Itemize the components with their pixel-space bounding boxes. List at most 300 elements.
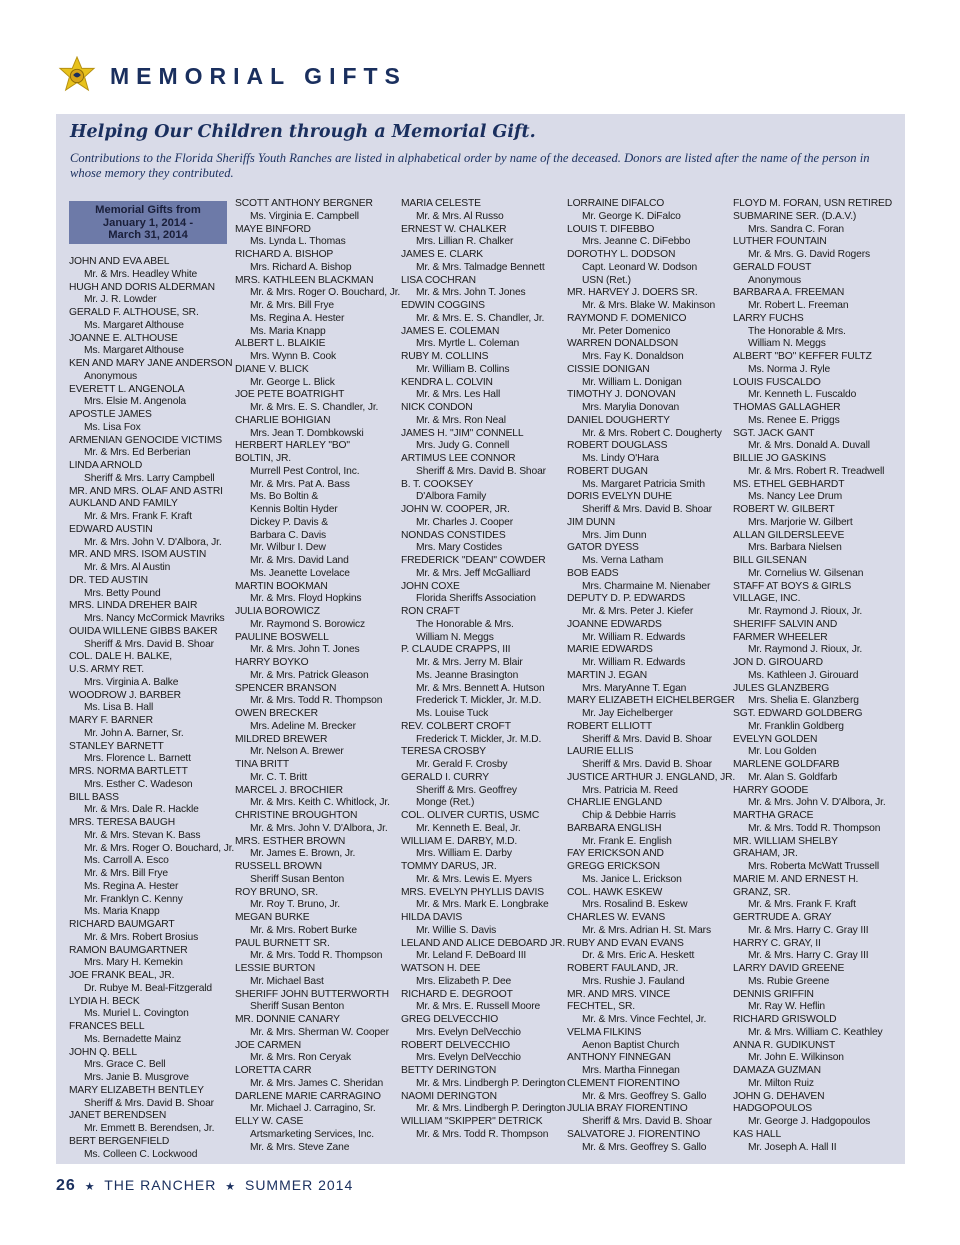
donor-name: Mr. & Mrs. E. Russell Moore (416, 1001, 541, 1013)
donor-name: Mr. George L. Blick (250, 376, 335, 388)
donor-name: Ms. Lynda L. Thomas (250, 236, 346, 248)
honoree-name: ALLAN GILDERSLEEVE (733, 529, 845, 541)
honoree-name: JANET BERENDSEN (69, 1110, 167, 1122)
donor-name: Mr. & Mrs. Talmadge Bennett (416, 261, 545, 273)
honoree-name: RAYMOND F. DOMENICO (567, 312, 687, 324)
donor-name: Mrs. Judy G. Connell (416, 440, 510, 452)
honoree-name: MARY F. BARNER (69, 715, 153, 726)
honoree-name: B. T. COOKSEY (401, 478, 474, 490)
donor-name: Florida Sheriffs Association (416, 593, 536, 605)
honoree-name: JAMES E. COLEMAN (401, 325, 500, 337)
donor-name: Ms. Carroll A. Esco (84, 855, 169, 867)
honoree-name: MRS. KATHLEEN BLACKMAN (235, 274, 374, 286)
honoree-name: MRS. LINDA DREHER BAIR (69, 600, 198, 612)
honoree-name: RICHARD GRISWOLD (733, 1014, 837, 1025)
donor-name: Mr. Kenneth L. Fuscaldo (748, 389, 857, 401)
donor-name: Mr. & Mrs. Peter J. Kiefer (582, 606, 694, 617)
donor-name: Mrs. Wynn B. Cook (250, 351, 337, 362)
honoree-name: JOANNE E. ALTHOUSE (69, 332, 178, 344)
donor-name: Mr. John A. Barner, Sr. (84, 727, 184, 739)
honoree-name: LAURIE ELLIS (567, 746, 634, 758)
honoree-name: SALVATORE J. FIORENTINO (567, 1128, 701, 1140)
donor-name: Ms. Margaret Althouse (84, 345, 184, 357)
donor-name: Mr. William L. Donigan (582, 376, 682, 388)
honoree-name: KENDRA L. COLVIN (401, 376, 493, 388)
honoree-name: BOB EADS (567, 567, 619, 579)
donor-name: Mr. & Mrs. E. S. Chandler, Jr. (416, 312, 545, 324)
honoree-name: JON D. GIROUARD (733, 657, 823, 668)
honoree-name: RUSSELL BROWN (235, 861, 322, 872)
honoree-name: LESSIE BURTON (235, 963, 316, 974)
honoree-name: OUIDA WILLENE GIBBS BAKER (69, 625, 218, 637)
honoree-name: REV. COLBERT CROFT (401, 720, 511, 732)
honoree-name: GREGG ERICKSON (567, 861, 660, 872)
donor-name: Mr. & Mrs. Headley White (84, 268, 198, 280)
donor-name: Mr. & Mrs. E. S. Chandler, Jr. (250, 402, 379, 413)
donor-name: Mr. & Mrs. Mark E. Longbrake (416, 899, 549, 911)
donor-name: Mr. & Mrs. John V. D'Albora, Jr. (748, 797, 886, 809)
donor-name: Murrell Pest Control, Inc. (250, 465, 360, 477)
honoree-name: MARIE M. AND ERNEST H. (733, 873, 859, 885)
honoree-name: GRAHAM, JR. (733, 848, 798, 860)
honoree-name: GREG DELVECCHIO (401, 1014, 499, 1025)
honoree-name: GERALD I. CURRY (401, 771, 489, 783)
honoree-name: ROBERT DOUGLASS (567, 440, 668, 452)
donor-name: Mr. & Mrs. Ron Neal (416, 414, 506, 426)
honoree-name: SGT. EDWARD GOLDBERG (733, 708, 863, 719)
honoree-name: MRS. ESTHER BROWN (235, 835, 346, 847)
donor-name: Frederick T. Mickler, Jr. M.D. (416, 733, 542, 745)
donor-name: Ms. Jeanne Brasington (416, 669, 519, 681)
honoree-name: THOMAS GALLAGHER (733, 402, 841, 413)
donor-name: Mrs. Fay K. Donaldson (582, 351, 684, 362)
honoree-name: MARTIN J. EGAN (567, 669, 648, 681)
donor-name: Ms. Norma J. Ryle (748, 363, 831, 375)
honoree-name: RON CRAFT (401, 606, 460, 617)
star-separator-icon: ★ (225, 1181, 237, 1193)
donor-name: Mrs. Martha Finnegan (582, 1065, 680, 1076)
donor-name: Mr. & Mrs. Al Austin (84, 562, 171, 573)
donor-name: Sheriff & Mrs. Geoffrey (416, 784, 517, 796)
honoree-name: ROY BRUNO, SR. (235, 886, 318, 898)
donor-name: Mr. & Mrs. Lindbergh P. Derington (416, 1077, 566, 1089)
donor-name: Mr. Alan S. Goldfarb (748, 771, 838, 783)
honoree-name: NICK CONDON (401, 402, 473, 413)
honoree-name: WILLIAM E. DARBY, M.D. (401, 835, 518, 847)
donor-name: Mrs. Barbara Nielsen (748, 542, 842, 554)
honoree-name: BILLIE JO GASKINS (733, 453, 827, 464)
honoree-name: MARY ELIZABETH BENTLEY (69, 1084, 204, 1096)
donor-name: Mr. Roy T. Bruno, Jr. (250, 899, 340, 911)
honoree-name: EVELYN GOLDEN (733, 733, 818, 745)
donor-name: Mr. & Mrs. Sherman W. Cooper (250, 1026, 389, 1038)
donor-name: Anonymous (748, 274, 802, 286)
donor-name: Mr. & Mrs. James C. Sheridan (250, 1077, 384, 1089)
honoree-name: GERALD FOUST (733, 261, 812, 273)
donor-name: Mr. & Mrs. Floyd Hopkins (250, 593, 362, 605)
honoree-name: DAMAZA GUZMAN (733, 1065, 821, 1076)
honoree-name: MR. HARVEY J. DOERS SR. (567, 287, 698, 299)
donor-name: Mrs. Mary Costides (416, 542, 502, 554)
honoree-name: MARIE EDWARDS (567, 644, 653, 656)
donor-name: Mr. & Mrs. Roger O. Bouchard, Jr. (84, 842, 235, 854)
donor-name: Frederick T. Mickler, Jr. M.D. (416, 695, 542, 707)
donor-name: Sheriff & Mrs. David B. Shoar (582, 733, 712, 745)
honoree-name: GATOR DYESS (567, 542, 639, 554)
honoree-name: WATSON H. DEE (401, 963, 481, 974)
honoree-name: FRANCES BELL (69, 1021, 145, 1032)
donor-name: Mr. & Mrs. Pat A. Bass (250, 478, 350, 490)
honoree-name: BILL BASS (69, 791, 119, 803)
donor-name: The Honorable & Mrs. (416, 618, 514, 630)
donor-name: Mr. Gerald F. Crosby (416, 759, 508, 770)
honoree-name: SGT. JACK GANT (733, 427, 815, 439)
donor-name: Barbara C. Davis (250, 529, 326, 541)
honoree-name: WARREN DONALDSON (567, 338, 679, 350)
donor-name: Mr. & Mrs. Lindbergh P. Derington (416, 1103, 566, 1115)
donor-name: Mrs. Roberta McWatt Trussell (748, 861, 880, 872)
honoree-name: FREDERICK "DEAN" COWDER (401, 555, 546, 566)
donor-name: Ms. Colleen C. Lockwood (84, 1148, 198, 1160)
honoree-name: STANLEY BARNETT (69, 740, 164, 752)
donor-name: Mrs. Evelyn DelVecchio (416, 1052, 521, 1064)
honoree-name: CLEMENT FIORENTINO (567, 1077, 680, 1089)
honoree-name: CHRISTINE BROUGHTON (235, 810, 358, 821)
donor-name: Mr. Kenneth E. Beal, Jr. (416, 822, 521, 834)
donor-name: Mr. & Mrs. Patrick Gleason (250, 669, 369, 681)
honoree-name: ARTIMUS LEE CONNOR (401, 453, 516, 464)
donor-name: Ms. Louise Tuck (416, 708, 489, 719)
donor-name: Mr. & Mrs. Al Russo (416, 210, 504, 222)
donor-name: Mr. & Mrs. Robert Brosius (84, 931, 199, 943)
donor-name: Mr. & Mrs. Todd R. Thompson (250, 695, 383, 707)
donor-name: Mr. Franklyn C. Kenny (84, 893, 183, 905)
honoree-name: MILDRED BREWER (235, 733, 328, 745)
honoree-name: LOUIS T. DIFEBBO (567, 223, 655, 235)
honoree-name: SHERIFF JOHN BUTTERWORTH (235, 988, 389, 1000)
honoree-name: MARTHA GRACE (733, 810, 814, 821)
date-box-line: March 31, 2014 (108, 229, 188, 242)
honoree-name: WILLIAM "SKIPPER" DETRICK (401, 1116, 543, 1127)
donor-name: Mr. George J. Hadgopoulos (748, 1116, 871, 1127)
donor-name: Mr. Raymond S. Borowicz (250, 618, 365, 630)
column-3 (401, 198, 566, 1142)
honoree-name: DANIEL DOUGHERTY (567, 414, 670, 426)
honoree-name: FAY ERICKSON AND (567, 848, 664, 860)
column-1 (69, 256, 235, 1161)
honoree-name: PAULINE BOSWELL (235, 631, 329, 643)
donor-name: Mr. & Mrs. Adrian H. St. Mars (582, 924, 711, 936)
panel-title: Helping Our Children through a Memorial Gift. (70, 122, 536, 142)
honoree-name: TINA BRITT (235, 759, 289, 770)
honoree-name: EVERETT L. ANGENOLA (69, 383, 185, 395)
honoree-name: JOHN Q. BELL (69, 1046, 138, 1058)
donor-name: Capt. Leonard W. Dodson (582, 261, 698, 273)
honoree-name: BARBARA A. FREEMAN (733, 287, 845, 299)
donor-name: Mrs. Elsie M. Angenola (84, 396, 187, 408)
honoree-name: MAYE BINFORD (235, 223, 311, 235)
honoree-name: GERTRUDE A. GRAY (733, 912, 832, 923)
honoree-name: JULES GLANZBERG (733, 682, 830, 694)
donor-name: Dr. & Mrs. Eric A. Heskett (582, 950, 695, 962)
honoree-name: JIM DUNN (567, 516, 615, 528)
donor-name: Mr. Michael J. Carragino, Sr. (250, 1103, 376, 1115)
donor-name: Ms. Margaret Patricia Smith (582, 478, 705, 490)
donor-name: Mr. & Mrs. Todd R. Thompson (250, 950, 383, 962)
donor-name: The Honorable & Mrs. (748, 325, 846, 337)
donor-name: Mr. & Mrs. Vince Fechtel, Jr. (582, 1014, 707, 1025)
donor-name: Mrs. Rushie J. Fauland (582, 975, 685, 987)
honoree-name: GERALD F. ALTHOUSE, SR. (69, 307, 199, 318)
donor-name: Ms. Regina A. Hester (250, 312, 345, 324)
donor-name: Mr. Nelson A. Brewer (250, 746, 344, 758)
donor-name: Ms. Lisa B. Hall (84, 702, 154, 714)
honoree-name: AUKLAND AND FAMILY (69, 498, 178, 510)
honoree-name: HARRY BOYKO (235, 657, 309, 668)
donor-name: Mr. & Mrs. Jerry M. Blair (416, 657, 523, 668)
honoree-name: RUBY AND EVAN EVANS (567, 937, 684, 949)
donor-name: Mrs. Myrtle L. Coleman (416, 338, 520, 350)
donor-name: Mr. & Mrs. Ron Ceryak (250, 1052, 351, 1064)
donor-name: Mr. & Mrs. Lewis E. Myers (416, 873, 532, 885)
donor-name: Mr. & Mrs. Jeff McGalliard (416, 567, 531, 579)
date-box-line: January 1, 2014 - (102, 216, 194, 229)
donor-name: Mr. & Mrs. Roger O. Bouchard, Jr. (250, 287, 401, 299)
donor-name: Mr. Willie S. Davis (416, 924, 497, 936)
donor-name: Mr. & Mrs. Geoffrey S. Gallo (582, 1141, 707, 1153)
donor-name: Dickey P. Davis & (250, 516, 328, 528)
donor-name: Mr. Wilbur I. Dew (250, 542, 326, 554)
honoree-name: DOROTHY L. DODSON (567, 249, 676, 260)
donor-name: Ms. Muriel L. Covington (84, 1008, 189, 1020)
donor-name: Mr. Emmett B. Berendsen, Jr. (84, 1123, 215, 1134)
honoree-name: SHERIFF SALVIN AND (733, 618, 838, 630)
sheriff-star-icon (58, 56, 96, 94)
honoree-name: RICHARD E. DEGROOT (401, 988, 513, 1000)
donor-name: Mrs. Jim Dunn (582, 529, 647, 541)
donor-name: Mrs. Elizabeth P. Dee (416, 975, 512, 987)
donor-name: Mr. William R. Edwards (582, 631, 686, 643)
page-header (58, 56, 918, 96)
donor-name: Mr. C. T. Britt (250, 771, 308, 783)
donor-name: Sheriff Susan Benton (250, 873, 345, 885)
honoree-name: CHARLES W. EVANS (567, 912, 666, 923)
honoree-name: JOHN AND EVA ABEL (69, 256, 170, 267)
donor-name: Ms. Janice L. Erickson (582, 873, 682, 885)
column-5 (733, 198, 895, 1154)
donor-name: Ms. Jeanette Lovelace (250, 567, 350, 579)
panel-subtitle: Contributions to the Florida Sheriffs Youth Ranches are listed in alphabetical order by name of the deceased. Donors are listed after the name of the person in whose memory they contributed. (70, 151, 870, 180)
honoree-name: FARMER WHEELER (733, 631, 828, 643)
donor-name: Ms. Virginia E. Campbell (250, 210, 359, 222)
honoree-name: ARMENIAN GENOCIDE VICTIMS (69, 434, 223, 446)
issue-date: SUMMER 2014 (244, 1177, 354, 1193)
donor-name: USN (Ret.) (582, 274, 631, 286)
donor-name: Ms. Nancy Lee Drum (748, 491, 843, 503)
memorial-gifts-panel (56, 114, 905, 1164)
honoree-name: WOODROW J. BARBER (69, 689, 181, 701)
honoree-name: PAUL BURNETT SR. (235, 937, 330, 949)
honoree-name: DARLENE MARIE CARRAGINO (235, 1090, 381, 1102)
honoree-name: HUGH AND DORIS ALDERMAN (69, 281, 215, 293)
honoree-name: ROBERT W. GILBERT (733, 504, 835, 515)
donor-name: Mrs. Betty Pound (84, 587, 161, 599)
donor-name: Mr. Milton Ruiz (748, 1077, 814, 1089)
donor-name: Mr. & Mrs. Todd R. Thompson (748, 822, 881, 834)
honoree-name: MR. DONNIE CANARY (235, 1014, 340, 1025)
honoree-name: LORETTA CARR (235, 1065, 312, 1076)
donor-name: Mr. J. R. Lowder (84, 294, 157, 306)
donor-name: Mr. & Mrs. John V. D'Albora, Jr. (84, 536, 222, 548)
honoree-name: LUTHER FOUNTAIN (733, 236, 827, 248)
donor-name: Mr. & Mrs. Bill Frye (250, 300, 334, 311)
honoree-name: DENNIS GRIFFIN (733, 988, 814, 1000)
donor-name: Mrs. Marylia Donovan (582, 402, 680, 413)
donor-name: Sheriff Susan Benton (250, 1001, 345, 1013)
donor-name: Mr. & Mrs. Todd R. Thompson (416, 1128, 549, 1140)
honoree-name: MARTIN BOOKMAN (235, 580, 328, 592)
date-box-line: Memorial Gifts from (95, 204, 201, 216)
donor-name: Mr. Jay Eichelberger (582, 708, 673, 719)
honoree-name: HARRY GOODE (733, 784, 809, 796)
donor-name: Mr. Ray W. Heflin (748, 1001, 825, 1013)
honoree-name: HILDA DAVIS (401, 912, 463, 923)
honoree-name: RUBY M. COLLINS (401, 351, 489, 362)
honoree-name: MR. WILLIAM SHELBY (733, 835, 838, 847)
donor-name: Mr. & Mrs. Stevan K. Bass (84, 829, 201, 841)
donor-name: Ms. Kathleen J. Girouard (748, 669, 859, 681)
honoree-name: ANTHONY FINNEGAN (567, 1052, 671, 1064)
donor-name: Mr. & Mrs. Les Hall (416, 389, 501, 401)
donor-name: Mr. & Mrs. John T. Jones (416, 287, 526, 299)
donor-name: Ms. Verna Latham (582, 555, 664, 566)
donor-name: Chip & Debbie Harris (582, 810, 676, 821)
honoree-name: JAMES E. CLARK (401, 249, 484, 260)
donor-name: Ms. Rubie Greene (748, 975, 830, 987)
donor-name: Mr. & Mrs. Keith C. Whitlock, Jr. (250, 797, 390, 809)
honoree-name: OWEN BRECKER (235, 708, 318, 719)
honoree-name: HADGOPOULOS (733, 1103, 813, 1115)
honoree-name: HARRY C. GRAY, II (733, 937, 821, 949)
honoree-name: JOE CARMEN (235, 1039, 302, 1051)
donor-name: Mr. Peter Domenico (582, 325, 671, 337)
donor-name: Ms. Maria Knapp (84, 906, 160, 918)
donor-name: Mr. & Mrs. Blake W. Makinson (582, 300, 716, 311)
donor-name: Mr. Robert L. Freeman (748, 300, 849, 311)
donor-name: Mrs. Grace C. Bell (84, 1059, 166, 1071)
donor-name: Mr. Franklin Goldberg (748, 720, 844, 732)
donor-name: Ms. Maria Knapp (250, 325, 326, 337)
honoree-name: DIANE V. BLICK (235, 363, 309, 375)
honoree-name: DR. TED AUSTIN (69, 574, 148, 586)
honoree-name: U.S. ARMY RET. (69, 664, 144, 675)
donor-name: Monge (Ret.) (416, 797, 475, 809)
honoree-name: JOE PETE BOATRIGHT (235, 389, 345, 401)
honoree-name: DORIS EVELYN DUHE (567, 491, 672, 503)
honoree-name: JULIA BOROWICZ (235, 606, 320, 617)
donor-name: Mr. Charles J. Cooper (416, 516, 513, 528)
honoree-name: JOHN G. DEHAVEN (733, 1090, 825, 1102)
honoree-name: ANNA R. GUDIKUNST (733, 1039, 836, 1051)
honoree-name: APOSTLE JAMES (69, 409, 152, 420)
publication-name: THE RANCHER (104, 1177, 217, 1193)
donor-name: Mr. & Mrs. Steve Zane (250, 1141, 350, 1153)
donor-name: Mrs. William E. Darby (416, 848, 512, 860)
honoree-name: MARLENE GOLDFARB (733, 759, 840, 770)
honoree-name: MARY ELIZABETH EICHELBERGER (567, 695, 735, 707)
donor-name: William N. Meggs (748, 338, 826, 350)
honoree-name: LARRY FUCHS (733, 312, 804, 324)
donor-name: William N. Meggs (416, 631, 494, 643)
column-4 (567, 198, 736, 1154)
donor-name: Mr. & Mrs. Ed Berberian (84, 447, 191, 459)
donor-name: Sheriff & Mrs. David B. Shoar (582, 1116, 712, 1127)
donor-name: Ms. Lindy O'Hara (582, 453, 659, 464)
donor-name: Mr. & Mrs. John T. Jones (250, 644, 360, 656)
honoree-name: BOLTIN, JR. (235, 453, 291, 464)
donor-name: Mr. Leland F. DeBoard III (416, 950, 527, 962)
donor-name: Ms. Bo Boltin & (250, 491, 319, 503)
donor-name: Anonymous (84, 370, 138, 382)
honoree-name: JAMES H. "JIM" CONNELL (401, 427, 524, 439)
donor-name: Mrs. Jean T. Dombkowski (250, 427, 364, 439)
donor-name: Mr. John E. Wilkinson (748, 1052, 844, 1064)
donor-name: Mrs. Virginia A. Balke (84, 676, 179, 688)
star-separator-icon: ★ (84, 1181, 96, 1193)
honoree-name: DEPUTY D. P. EDWARDS (567, 593, 686, 605)
donor-name: Mrs. MaryAnne T. Egan (582, 682, 687, 694)
donor-name: Mr. George K. DiFalco (582, 210, 681, 222)
donor-name: Mr. Joseph A. Hall II (748, 1141, 837, 1153)
honoree-name: BETTY DERINGTON (401, 1065, 497, 1076)
donor-name: Mr. & Mrs. Harry C. Gray III (748, 924, 869, 936)
donor-name: Sheriff & Mrs. David B. Shoar (84, 638, 214, 650)
honoree-name: FLOYD M. FORAN, USN RETIRED (733, 198, 892, 209)
donor-name: Mr. James E. Brown, Jr. (250, 848, 356, 860)
honoree-name: CHARLIE BOHIGIAN (235, 414, 331, 426)
honoree-name: TERESA CROSBY (401, 746, 487, 758)
honoree-name: RICHARD BAUMGART (69, 919, 175, 930)
donor-name: Mr. Cornelius W. Gilsenan (748, 567, 864, 579)
donor-name: Mr. & Mrs. Frank F. Kraft (748, 899, 856, 911)
honoree-name: P. CLAUDE CRAPPS, III (401, 644, 511, 656)
honoree-name: JOHN W. COOPER, JR. (401, 504, 510, 515)
donor-name: Sheriff & Mrs. David B. Shoar (582, 504, 712, 515)
honoree-name: NONDAS CONSTIDES (401, 529, 506, 541)
honoree-name: MRS. TERESA BAUGH (69, 817, 175, 828)
section-title: MEMORIAL GIFTS (110, 63, 407, 89)
donor-name: Mrs. Charmaine M. Nienaber (582, 580, 711, 592)
donor-name: Mrs. Evelyn DelVecchio (416, 1026, 521, 1038)
honoree-name: LINDA ARNOLD (69, 460, 143, 471)
donor-name: Mr. Frank E. English (582, 835, 672, 847)
date-range-box (69, 201, 227, 244)
donor-name: Mr. & Mrs. William C. Keathley (748, 1026, 883, 1038)
donor-name: Sheriff & Mrs. Larry Campbell (84, 472, 215, 484)
donor-name: Sheriff & Mrs. David B. Shoar (582, 759, 712, 770)
donor-name: Artsmarketing Services, Inc. (250, 1128, 374, 1140)
honoree-name: LOUIS FUSCALDO (733, 376, 821, 388)
honoree-name: ROBERT DUGAN (567, 465, 648, 477)
honoree-name: LELAND AND ALICE DEBOARD JR. (401, 937, 566, 949)
honoree-name: HERBERT HARLEY "BO" (235, 440, 350, 452)
donor-name: Mrs. Jeanne C. DiFebbo (582, 236, 691, 248)
donor-name: Mr. Raymond J. Rioux, Jr. (748, 606, 863, 617)
column-2 (235, 198, 401, 1154)
honoree-name: BILL GILSENAN (733, 555, 807, 566)
donor-name: Mr. William R. Edwards (582, 657, 686, 668)
donor-name: Mr. & Mrs. David Land (250, 555, 349, 566)
